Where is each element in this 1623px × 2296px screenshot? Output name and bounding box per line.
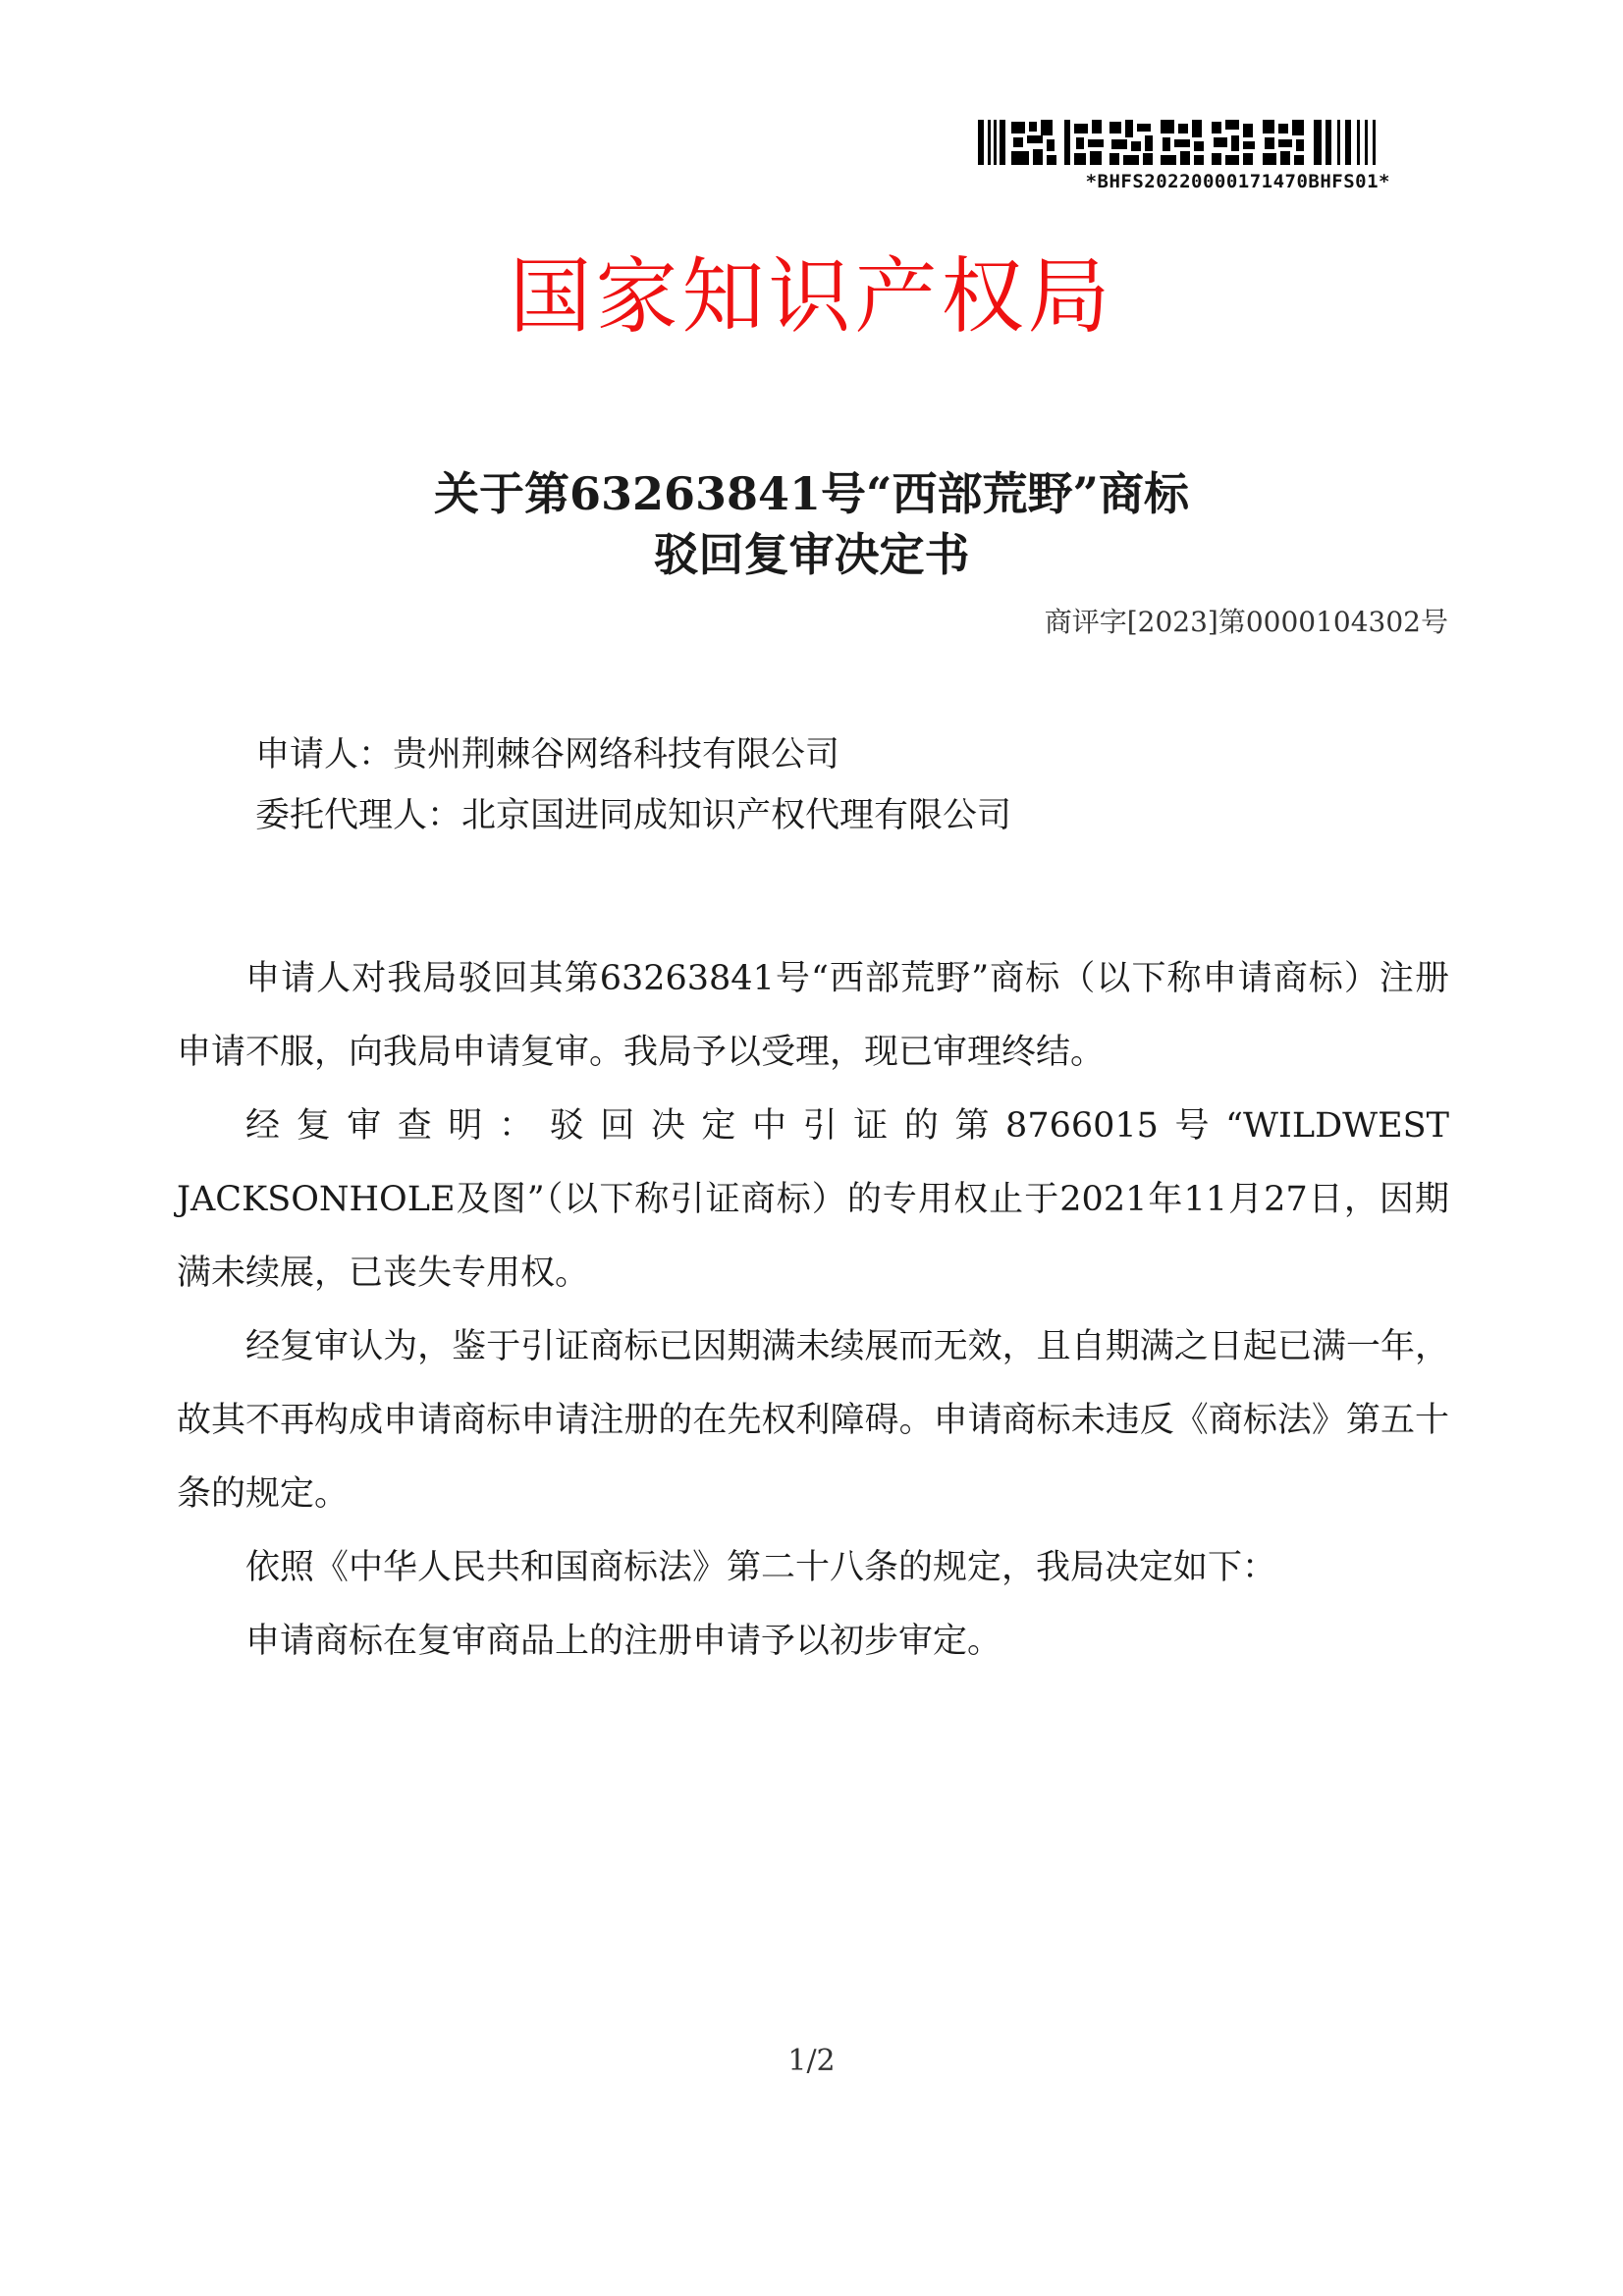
- paragraph-request: 申请人对我局驳回其第63263841号“西部荒野”商标（以下称申请商标）注册申请不服，向我局申请复审。我局予以受理，现已审理终结。: [177, 959, 1449, 1072]
- agent-line: 委托代理人：北京国进同成知识产权代理有限公司: [255, 796, 1012, 835]
- paragraph-reasoning: 经复审认为，鉴于引证商标已因期满未续展而无效，且自期满之日起已满一年，故其不再构成申请商标申请注册的在先权利障碍。申请商标未违反《商标法》第五十条的规定。: [177, 1327, 1449, 1514]
- title-line-1: 关于第63263841号“西部荒野”商标: [434, 467, 1189, 520]
- page-number: 1/2: [787, 2044, 836, 2078]
- agency-name: 国家知识产权局: [509, 248, 1114, 345]
- paragraph-legal-basis: 依照《中华人民共和国商标法》第二十八条的规定，我局决定如下：: [245, 1548, 1277, 1587]
- barcode: [978, 120, 1390, 192]
- parties-block: [255, 724, 1011, 846]
- document-number: 商评字[2023]第0000104302号: [1044, 606, 1448, 638]
- applicant-line: 申请人：贵州荆棘谷网络科技有限公司: [255, 735, 840, 774]
- paragraph-decision: 申请商标在复审商品上的注册申请予以初步审定。: [245, 1622, 1002, 1661]
- title-line-2: 驳回复审决定书: [653, 528, 970, 581]
- document-title: [0, 463, 1623, 585]
- decision-body: [177, 942, 1449, 1679]
- paragraph-findings: 经复审查明：驳回决定中引证的第8766015号“WILDWEST JACKSONHOLE及图”（以下称引证商标）的专用权止于2021年11月27日，因期满未续展，已丧失专用权。: [177, 1106, 1449, 1293]
- barcode-graphic: [978, 120, 1386, 169]
- barcode-number: *BHFS20220000171470BHFS01*: [1085, 171, 1390, 192]
